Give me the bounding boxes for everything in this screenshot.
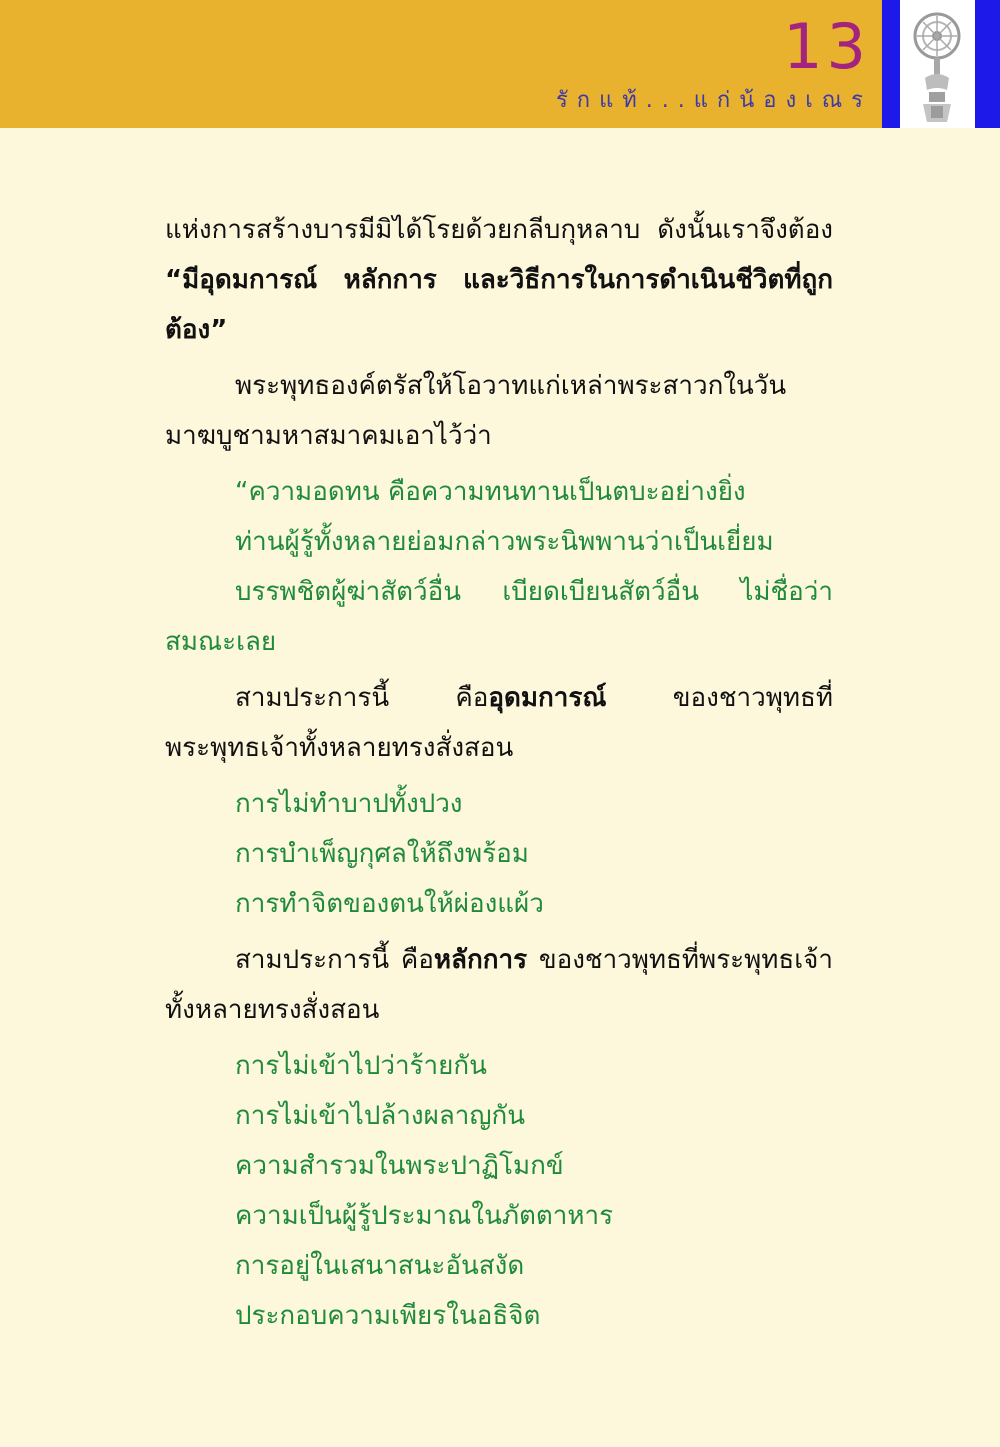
verse-3-line: การไม่เข้าไปล้างผลาญกัน: [235, 1101, 526, 1131]
page-body: [165, 205, 833, 1341]
verse-2: [165, 779, 833, 929]
paragraph-2: พระพุทธองค์ตรัสให้โอวาทแก่เหล่าพระสาวกในวันมาฆบูชามหาสมาคมเอาไว้ว่า: [165, 371, 787, 451]
paragraph-3: [165, 673, 833, 773]
verse-1-line-last: บรรพชิตผู้ฆ่าสัตว์อื่น เบียดเบียนสัตว์อื่น ไม่ชื่อว่าสมณะเลย: [165, 577, 833, 657]
verse-1-line: ท่านผู้รู้ทั้งหลายย่อมกล่าวพระนิพพานว่าเป็นเยี่ยม: [235, 527, 774, 557]
blue-stripe-right: [975, 0, 1000, 128]
verse-2-line: การบำเพ็ญกุศลให้ถึงพร้อม: [235, 839, 529, 869]
paragraph-3-rest: ของชาวพุทธที่พระพุทธเจ้าทั้งหลายทรงสั่งสอน: [165, 683, 833, 763]
paragraph-1-text: แห่งการสร้างบารมีมิได้โรยด้วยกลีบกุหลาบ ดังนั้นเราจึงต้อง: [165, 215, 833, 245]
paragraph-3-bold-term: อุดมการณ์: [488, 683, 607, 713]
paragraph-3-lead: สามประการนี้ คือ: [235, 683, 489, 713]
page-number: 13: [783, 10, 870, 83]
paragraph-4: [165, 935, 833, 1035]
blue-stripe-left: [882, 0, 900, 128]
paragraph-4-rest: ของชาวพุทธที่พระพุทธเจ้าทั้งหลายทรงสั่งสอน: [165, 945, 833, 1025]
verse-1-line: “ความอดทน คือความทนทานเป็นตบะอย่างยิ่ง: [235, 477, 746, 507]
verse-3-line: ความเป็นผู้รู้ประมาณในภัตตาหาร: [235, 1201, 614, 1231]
verse-2-line: การไม่ทำบาปทั้งปวง: [235, 789, 463, 819]
paragraph-1: [165, 205, 833, 355]
verse-3: [165, 1041, 833, 1341]
paragraph-4-lead: สามประการนี้ คือ: [235, 945, 434, 975]
header-band: [0, 0, 1000, 128]
running-title: รักแท้...แก่น้องเณร: [555, 88, 872, 113]
verse-1: [165, 467, 833, 667]
verse-2-line: การทำจิตของตนให้ผ่องแผ้ว: [235, 889, 544, 919]
verse-3-line: การอยู่ในเสนาสนะอันสงัด: [235, 1251, 525, 1281]
paragraph-1-bold-quote: “มีอุดมการณ์ หลักการ และวิธีการในการดำเนินชีวิตที่ถูกต้อง”: [165, 265, 833, 345]
paragraph-4-bold-term: หลักการ: [433, 945, 528, 975]
verse-3-line: ความสำรวมในพระปาฏิโมกข์: [235, 1151, 564, 1181]
verse-3-line: ประกอบความเพียรในอธิจิต: [235, 1301, 541, 1331]
dharma-wheel-emblem-icon: [905, 6, 969, 126]
verse-3-line: การไม่เข้าไปว่าร้ายกัน: [235, 1051, 487, 1081]
